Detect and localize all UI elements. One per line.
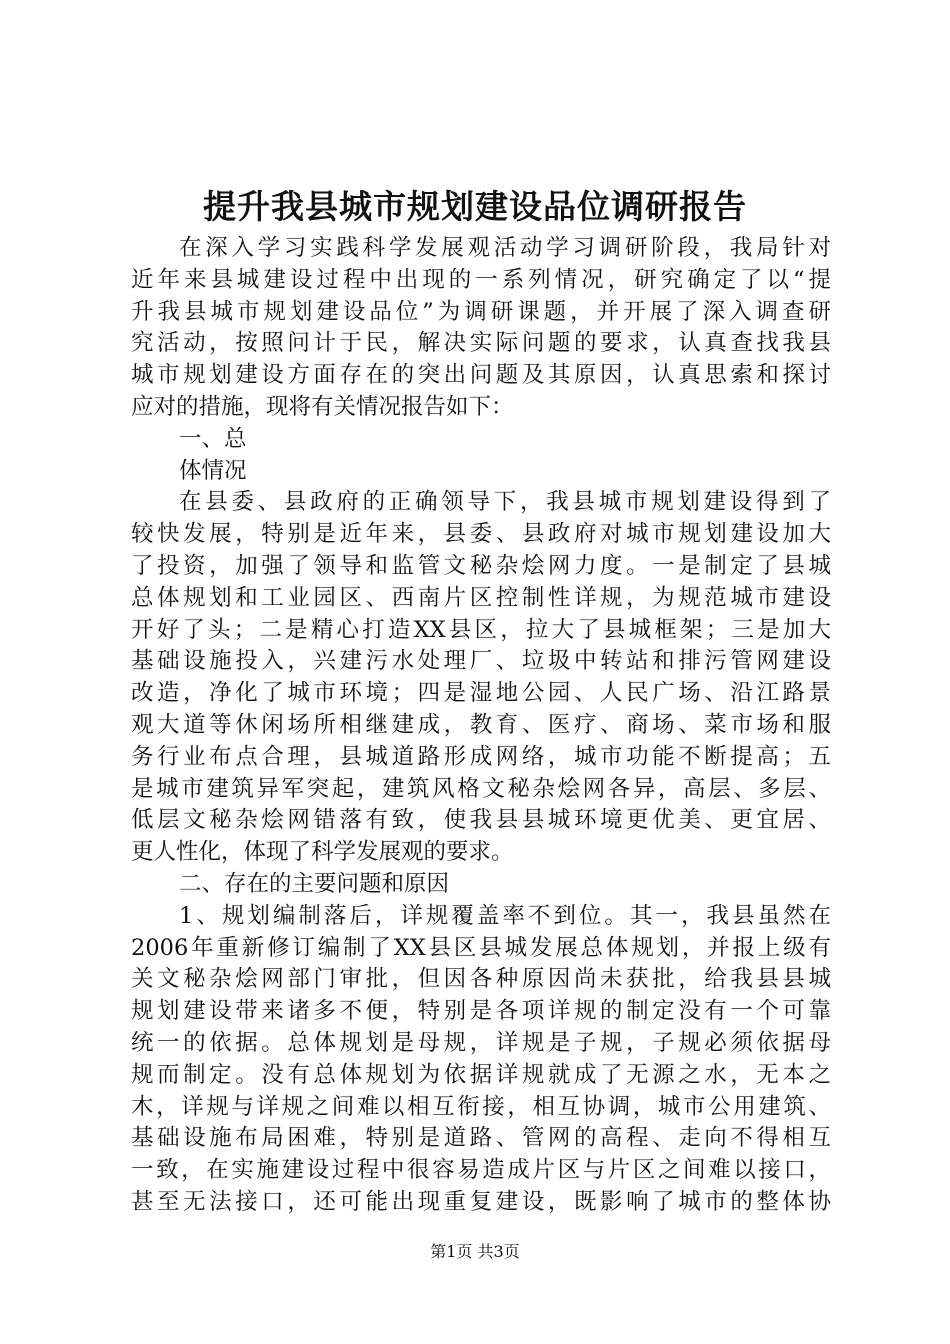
- paragraph-line: 甚至无法接口，还可能出现重复建设，既影响了城市的整体协: [131, 1188, 831, 1215]
- paragraph-line: 改造，净化了城市环境；四是湿地公园、人民广场、沿江路景: [131, 680, 831, 707]
- paragraph-line: 规划建设带来诸多不便，特别是各项详规的制定没有一个可靠: [131, 998, 831, 1025]
- section-heading: 体情况: [179, 457, 247, 484]
- paragraph-line: 低层文秘杂烩网错落有致，使我县县城环境更优美、更宜居、: [131, 807, 831, 834]
- page-footer: 第1页 共3页: [430, 1242, 520, 1261]
- paragraph-line: 1、规划编制落后，详规覆盖率不到位。其一，我县虽然在: [179, 902, 831, 929]
- paragraph-line: 总体规划和工业园区、西南片区控制性详规，为规范城市建设: [131, 584, 831, 611]
- paragraph-line: 较快发展，特别是近年来，县委、县政府对城市规划建设加大: [131, 521, 831, 548]
- paragraph-line: 在县委、县政府的正确领导下，我县城市规划建设得到了: [179, 489, 831, 516]
- document-body: [131, 233, 831, 1219]
- section-heading: 一、总: [179, 425, 247, 452]
- paragraph-line: 务行业布点合理，县城道路形成网络，城市功能不断提高；五: [131, 743, 831, 770]
- paragraph-line: 基础设施投入，兴建污水处理厂、垃圾中转站和排污管网建设: [131, 648, 831, 675]
- paragraph-line: 究活动，按照问计于民，解决实际问题的要求，认真查找我县: [131, 330, 831, 357]
- paragraph-line: 城市规划建设方面存在的突出问题及其原因，认真思索和探讨: [131, 362, 831, 389]
- paragraph-line: 基础设施布局困难，特别是道路、管网的高程、走向不得相互: [131, 1125, 831, 1152]
- section-heading: 二、存在的主要问题和原因: [179, 870, 450, 897]
- paragraph-line: 应对的措施，现将有关情况报告如下：: [131, 393, 514, 420]
- paragraph-line: 更人性化，体现了科学发展观的要求。: [131, 839, 514, 866]
- paragraph-line: 统一的依据。总体规划是母规，详规是子规，子规必须依据母: [131, 1029, 831, 1056]
- paragraph-line: 2006年重新修订编制了XX县区县城发展总体规划，并报上级有: [131, 934, 831, 961]
- paragraph-line: 是城市建筑异军突起，建筑风格文秘杂烩网各异，高层、多层、: [131, 775, 831, 802]
- paragraph-line: 关文秘杂烩网部门审批，但因各种原因尚未获批，给我县县城: [131, 966, 831, 993]
- paragraph-line: 木，详规与详规之间难以相互衔接，相互协调，城市公用建筑、: [131, 1093, 831, 1120]
- paragraph-line: 一致，在实施建设过程中很容易造成片区与片区之间难以接口，: [131, 1157, 831, 1184]
- document-title: 提升我县城市规划建设品位调研报告: [203, 187, 747, 226]
- paragraph-line: 开好了头；二是精心打造XX县区，拉大了县城框架；三是加大: [131, 616, 831, 643]
- paragraph-line: 升我县城市规划建设品位”为调研课题，并开展了深入调查研: [131, 298, 831, 325]
- paragraph-line: 观大道等休闲场所相继建成，教育、医疗、商场、菜市场和服: [131, 711, 831, 738]
- paragraph-line: 近年来县城建设过程中出现的一系列情况，研究确定了以“提: [131, 266, 831, 293]
- paragraph-line: 在深入学习实践科学发展观活动学习调研阶段，我局针对: [179, 235, 831, 261]
- paragraph-line: 规而制定。没有总体规划为依据详规就成了无源之水，无本之: [131, 1061, 831, 1088]
- paragraph-line: 了投资，加强了领导和监管文秘杂烩网力度。一是制定了县城: [131, 552, 831, 579]
